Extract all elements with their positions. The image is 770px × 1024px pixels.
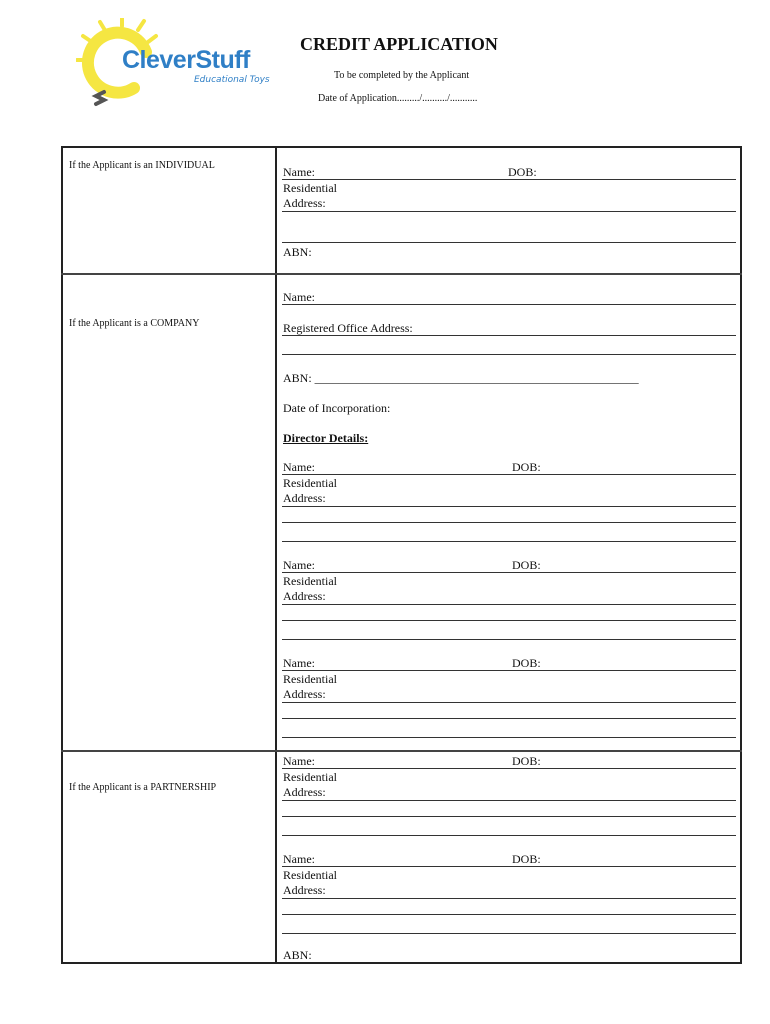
individual-address-field[interactable]: Address: [283,196,326,210]
individual-name-field[interactable]: Name: [283,165,315,179]
director-2-name-line[interactable] [282,572,736,573]
partner-1-name-field[interactable]: Name: [283,754,315,768]
partner-2-address-line-2[interactable] [282,914,736,915]
brand-name: CleverStuff [122,46,250,74]
director-details-heading: Director Details: [283,431,369,445]
individual-abn-field[interactable]: ABN: [283,245,312,259]
partner-2-address-line-1[interactable] [282,898,736,899]
director-2-address-field[interactable]: Address: [283,589,326,603]
director-3-address-line-2[interactable] [282,718,736,719]
director-3-address-line-3[interactable] [282,737,736,738]
partner-2-address-field[interactable]: Address: [283,883,326,897]
label-company: If the Applicant is a COMPANY [69,318,200,329]
director-2-address-line-1[interactable] [282,604,736,605]
partner-1-address-line-1[interactable] [282,800,736,801]
director-1-dob-field[interactable]: DOB: [512,460,541,474]
director-3-dob-field[interactable]: DOB: [512,656,541,670]
individual-address-line-2[interactable] [282,242,736,243]
director-1-name-line[interactable] [282,474,736,475]
partner-2-name-line[interactable] [282,866,736,867]
form-table [61,146,742,964]
partner-2-dob-field[interactable]: DOB: [512,852,541,866]
director-1-residential-label: Residential [283,476,337,490]
company-name-line[interactable] [282,304,736,305]
partner-1-name-line[interactable] [282,768,736,769]
partner-2-address-line-3[interactable] [282,933,736,934]
column-divider [275,146,277,964]
section-divider-individual [61,273,742,275]
company-office-line-2[interactable] [282,354,736,355]
director-2-address-line-3[interactable] [282,639,736,640]
partner-1-address-field[interactable]: Address: [283,785,326,799]
company-incorporation-date-field[interactable]: Date of Incorporation: [283,401,391,415]
brand-tagline: Educational Toys [194,75,270,85]
individual-address-line-1[interactable] [282,211,736,212]
director-3-address-line-1[interactable] [282,702,736,703]
cleverstuff-logo [76,18,270,108]
director-3-address-field[interactable]: Address: [283,687,326,701]
partner-1-address-line-3[interactable] [282,835,736,836]
director-2-residential-label: Residential [283,574,337,588]
company-name-field[interactable]: Name: [283,290,315,304]
individual-name-line[interactable] [282,179,736,180]
director-2-address-line-2[interactable] [282,620,736,621]
director-3-name-field[interactable]: Name: [283,656,315,670]
partner-2-name-field[interactable]: Name: [283,852,315,866]
director-2-name-field[interactable]: Name: [283,558,315,572]
partner-1-address-line-2[interactable] [282,816,736,817]
section-divider-company [61,750,742,752]
director-1-address-line-1[interactable] [282,506,736,507]
director-3-name-line[interactable] [282,670,736,671]
company-abn-field[interactable]: ABN: ______________________________________________________ [283,371,639,385]
individual-residential-label: Residential [283,181,337,195]
director-1-address-field[interactable]: Address: [283,491,326,505]
partnership-abn-field[interactable]: ABN: [283,948,312,962]
partner-1-residential-label: Residential [283,770,337,784]
page-title: CREDIT APPLICATION [300,34,498,54]
director-1-address-line-3[interactable] [282,541,736,542]
date-of-application-field[interactable]: Date of Application........./........../........... [318,93,478,104]
label-partnership: If the Applicant is a PARTNERSHIP [69,782,217,793]
partner-2-residential-label: Residential [283,868,337,882]
director-1-name-field[interactable]: Name: [283,460,315,474]
company-registered-office-field[interactable]: Registered Office Address: [283,321,413,335]
individual-dob-field[interactable]: DOB: [508,165,537,179]
director-1-address-line-2[interactable] [282,522,736,523]
label-individual: If the Applicant is an INDIVIDUAL [69,160,215,171]
director-3-residential-label: Residential [283,672,337,686]
page-subtitle: To be completed by the Applicant [334,70,470,81]
director-2-dob-field[interactable]: DOB: [512,558,541,572]
partner-1-dob-field[interactable]: DOB: [512,754,541,768]
company-office-line-1[interactable] [282,335,736,336]
